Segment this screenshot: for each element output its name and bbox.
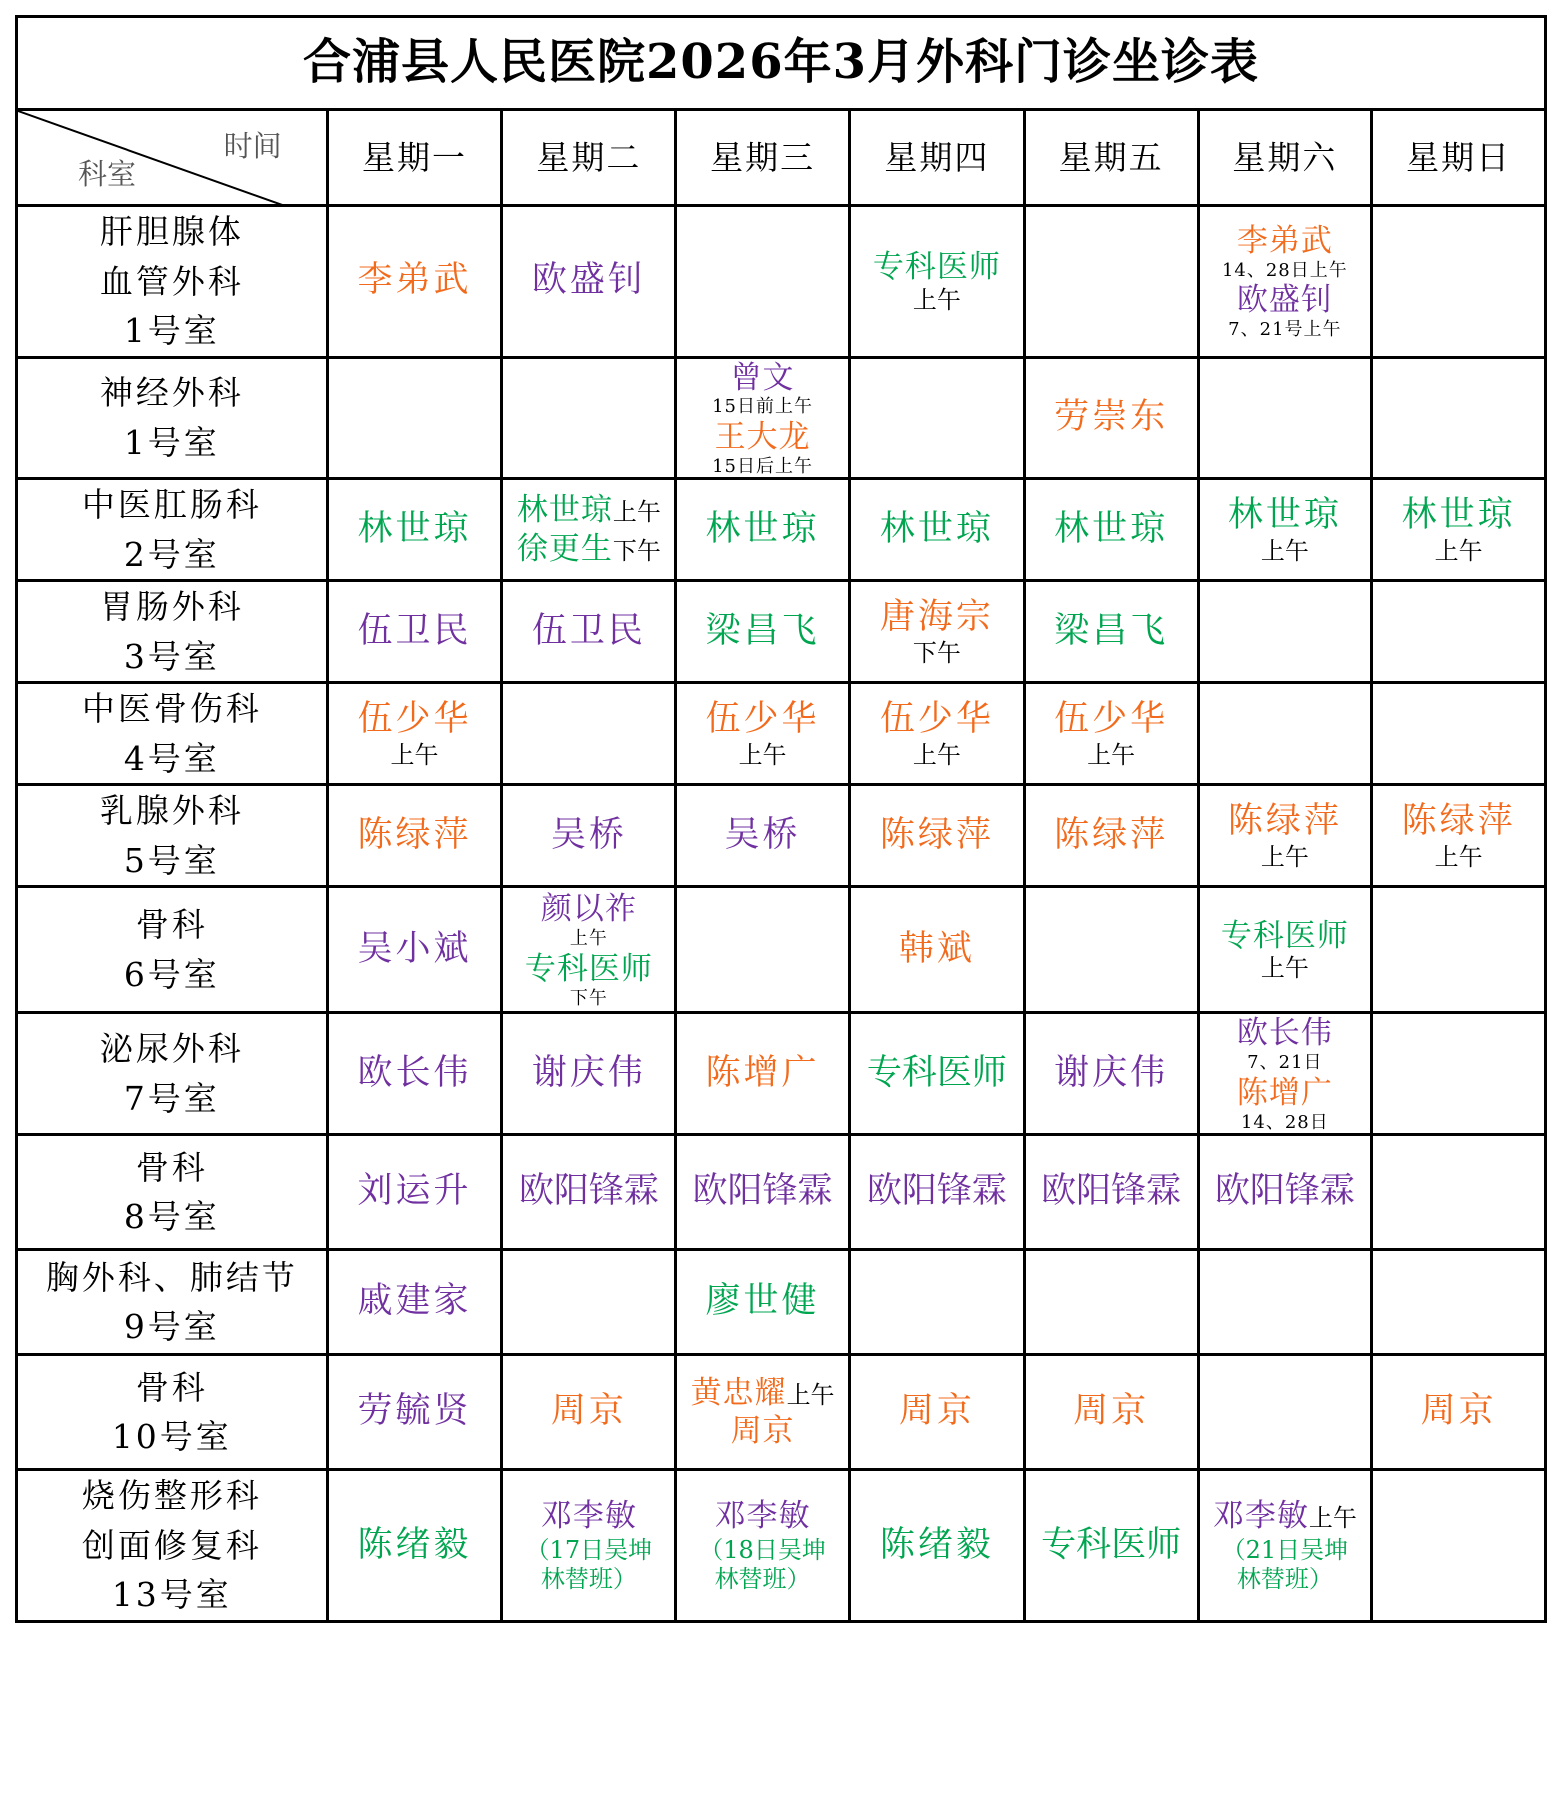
- dept-name: 中医骨伤科: [81, 689, 262, 729]
- dept-name: 胃肠外科: [99, 587, 244, 627]
- day-header-fri: 星期五: [1024, 110, 1198, 206]
- doctor-name: 陈绿萍: [879, 815, 994, 855]
- dept-name: 肝胆腺体: [99, 212, 244, 251]
- room-number: 3号室: [123, 636, 220, 676]
- schedule-cell: [849, 357, 1024, 479]
- doctor-name: 谢庆伟: [531, 1052, 646, 1093]
- doctor-name: 陈绿萍: [1227, 801, 1342, 842]
- time-note: 上午: [569, 928, 608, 950]
- time-note: 上午: [1308, 1504, 1357, 1533]
- dept-cell: [17, 785, 328, 887]
- doctor-name: 吴桥: [550, 815, 627, 855]
- corner-dept-label: 科室: [78, 157, 137, 192]
- doctor-name: 欧盛钊: [531, 260, 646, 301]
- doctor-name: 专科医师: [866, 1052, 1007, 1093]
- schedule-cell: [1198, 206, 1372, 358]
- doctor-name: 林世琼: [1054, 509, 1169, 549]
- doctor-name: 颜以祚: [540, 891, 637, 928]
- time-note: 15日前上午: [712, 396, 814, 418]
- schedule-cell: [502, 785, 676, 887]
- room-number: 1号室: [123, 311, 220, 350]
- dept-name: 泌尿外科: [99, 1029, 244, 1069]
- schedule-cell: [327, 581, 502, 683]
- schedule-cell: [676, 479, 850, 581]
- schedule-cell: [676, 1250, 850, 1355]
- schedule-cell: [327, 206, 502, 358]
- time-note: 下午: [912, 638, 961, 667]
- doctor-name: 周京: [1073, 1391, 1150, 1432]
- doctor-name: 林世琼: [516, 492, 613, 529]
- schedule-cell: [849, 1470, 1024, 1622]
- schedule-cell: [849, 1355, 1024, 1470]
- table-row: [17, 785, 1546, 887]
- doctor-name: 梁昌飞: [1054, 611, 1169, 651]
- time-note: 上午: [1260, 536, 1309, 565]
- schedule-cell: [676, 1135, 850, 1250]
- time-note: 上午: [612, 498, 661, 527]
- doctor-name: 徐更生: [516, 530, 613, 567]
- doctor-name: 欧阳锋霖: [866, 1171, 1007, 1212]
- doctor-name: 专科医师: [524, 950, 653, 987]
- table-row: [17, 1135, 1546, 1250]
- dept-cell: [17, 357, 328, 479]
- schedule-cell: [849, 1250, 1024, 1355]
- schedule-cell: [849, 683, 1024, 785]
- table-row: [17, 1470, 1546, 1622]
- doctor-name: 周京: [730, 1413, 795, 1450]
- doctor-name: 陈绿萍: [1401, 801, 1516, 842]
- dept-name: 神经外科: [99, 373, 244, 413]
- doctor-name: 林世琼: [357, 509, 472, 549]
- dept-cell: [17, 479, 328, 581]
- schedule-cell: [327, 1250, 502, 1355]
- schedule-cell: [1198, 1470, 1372, 1622]
- schedule-cell: [1198, 887, 1372, 1013]
- room-number: 1号室: [123, 422, 220, 462]
- doctor-name: 伍少华: [705, 699, 820, 740]
- schedule-cell: [849, 206, 1024, 358]
- schedule-cell: [327, 1355, 502, 1470]
- dept-cell: [17, 1013, 328, 1135]
- room-number: 13号室: [111, 1575, 232, 1615]
- schedule-cell: [1024, 357, 1198, 479]
- day-header-tue: 星期二: [502, 110, 676, 206]
- doctor-name: 周京: [898, 1391, 975, 1432]
- table-row: [17, 1250, 1546, 1355]
- doctor-name: 周京: [1420, 1391, 1497, 1432]
- day-header-mon: 星期一: [327, 110, 502, 206]
- schedule-cell: [1024, 1135, 1198, 1250]
- time-note: 上午: [390, 740, 439, 769]
- schedule-cell: [1372, 206, 1546, 358]
- schedule-cell: [1372, 357, 1546, 479]
- schedule-cell: [1372, 1355, 1546, 1470]
- doctor-name: 欧阳锋霖: [1041, 1171, 1182, 1212]
- doctor-name: 刘运升: [357, 1171, 472, 1212]
- doctor-name: 邓李敏: [540, 1498, 637, 1535]
- doctor-name: 曾文: [730, 359, 795, 396]
- table-row: [17, 887, 1546, 1013]
- dept-name: 创面修复科: [81, 1525, 262, 1565]
- doctor-name: 陈绪毅: [357, 1524, 472, 1565]
- schedule-cell: [502, 683, 676, 785]
- substitute-note: （21日吴坤林替班）: [1221, 1536, 1349, 1593]
- schedule-cell: [502, 479, 676, 581]
- doctor-name: 伍少华: [1054, 699, 1169, 740]
- time-note: 下午: [612, 536, 661, 565]
- doctor-name: 伍少华: [357, 699, 472, 740]
- schedule-cell: [1198, 683, 1372, 785]
- doctor-name: 李弟武: [1236, 222, 1333, 259]
- time-note: 上午: [786, 1380, 835, 1409]
- day-header-thu: 星期四: [849, 110, 1024, 206]
- schedule-cell: [502, 1013, 676, 1135]
- schedule-cell: [676, 357, 850, 479]
- substitute-note: （17日吴坤林替班）: [525, 1536, 653, 1593]
- day-header-wed: 星期三: [676, 110, 850, 206]
- schedule-cell: [327, 887, 502, 1013]
- doctor-name: 林世琼: [1227, 495, 1342, 536]
- doctor-name: 林世琼: [1401, 495, 1516, 536]
- doctor-name: 欧盛钊: [1236, 282, 1333, 319]
- day-header-sat: 星期六: [1198, 110, 1372, 206]
- dept-cell: [17, 1355, 328, 1470]
- room-number: 6号室: [123, 954, 220, 994]
- schedule-cell: [327, 785, 502, 887]
- doctor-name: 专科医师: [1220, 917, 1349, 954]
- doctor-name: 李弟武: [357, 260, 472, 301]
- time-note: 14、28日: [1240, 1111, 1329, 1133]
- time-note: 上午: [738, 740, 787, 769]
- doctor-name: 欧阳锋霖: [1214, 1171, 1355, 1212]
- corner-header: [17, 110, 328, 206]
- schedule-cell: [676, 206, 850, 358]
- time-note: 上午: [1260, 842, 1309, 871]
- doctor-name: 唐海宗: [879, 597, 994, 638]
- schedule-cell: [502, 1470, 676, 1622]
- schedule-cell: [327, 479, 502, 581]
- doctor-name: 陈增广: [1236, 1074, 1333, 1111]
- time-note: 上午: [1087, 740, 1136, 769]
- time-note: 15日后上午: [712, 455, 814, 477]
- schedule-cell: [1198, 581, 1372, 683]
- schedule-cell: [502, 581, 676, 683]
- schedule-cell: [1024, 887, 1198, 1013]
- dept-name: 骨科: [135, 905, 208, 945]
- room-number: 2号室: [123, 534, 220, 574]
- table-row: [17, 1013, 1546, 1135]
- schedule-cell: [1024, 683, 1198, 785]
- doctor-name: 陈增广: [705, 1052, 820, 1093]
- doctor-name: 林世琼: [705, 509, 820, 549]
- table-row: [17, 206, 1546, 358]
- schedule-cell: [1024, 479, 1198, 581]
- dept-name: 骨科: [135, 1367, 208, 1407]
- schedule-cell: [1198, 1250, 1372, 1355]
- dept-name: 烧伤整形科: [81, 1476, 262, 1516]
- dept-cell: [17, 1135, 328, 1250]
- doctor-name: 陈绿萍: [357, 815, 472, 855]
- schedule-cell: [1198, 1013, 1372, 1135]
- schedule-cell: [676, 1013, 850, 1135]
- doctor-name: 戚建家: [357, 1281, 472, 1322]
- schedule-cell: [1198, 357, 1372, 479]
- time-note: 14、28日上午: [1221, 259, 1348, 281]
- schedule-cell: [327, 1135, 502, 1250]
- page-title: 合浦县人民医院2026年3月外科门诊坐诊表: [17, 17, 1546, 110]
- schedule-cell: [676, 785, 850, 887]
- schedule-cell: [1198, 479, 1372, 581]
- schedule-cell: [327, 1470, 502, 1622]
- doctor-name: 王大龙: [714, 418, 811, 455]
- schedule-cell: [1024, 1470, 1198, 1622]
- time-note: 下午: [569, 987, 608, 1009]
- schedule-cell: [327, 357, 502, 479]
- doctor-name: 伍少华: [879, 699, 994, 740]
- schedule-cell: [327, 683, 502, 785]
- schedule-cell: [1372, 683, 1546, 785]
- schedule-cell: [1372, 479, 1546, 581]
- schedule-cell: [1024, 206, 1198, 358]
- schedule-cell: [1024, 1250, 1198, 1355]
- doctor-name: 欧长伟: [1236, 1015, 1333, 1052]
- schedule-cell: [1198, 1135, 1372, 1250]
- substitute-note: （18日吴坤林替班）: [699, 1536, 826, 1593]
- dept-cell: [17, 1470, 328, 1622]
- doctor-name: 专科医师: [1041, 1524, 1182, 1565]
- doctor-name: 廖世健: [705, 1281, 820, 1322]
- schedule-cell: [327, 1013, 502, 1135]
- doctor-name: 梁昌飞: [705, 611, 820, 651]
- schedule-cell: [1372, 785, 1546, 887]
- doctor-name: 林世琼: [879, 509, 994, 549]
- dept-name: 血管外科: [99, 261, 244, 301]
- room-number: 8号室: [123, 1197, 220, 1237]
- room-number: 7号室: [123, 1078, 220, 1118]
- dept-cell: [17, 683, 328, 785]
- time-note: 上午: [1434, 536, 1483, 565]
- table-row: [17, 581, 1546, 683]
- doctor-name: 陈绪毅: [879, 1524, 994, 1565]
- schedule-cell: [502, 1355, 676, 1470]
- schedule-cell: [1372, 581, 1546, 683]
- schedule-cell: [676, 581, 850, 683]
- doctor-name: 欧长伟: [357, 1052, 472, 1093]
- day-header-sun: 星期日: [1372, 110, 1546, 206]
- doctor-name: 劳崇东: [1054, 397, 1169, 438]
- room-number: 5号室: [123, 840, 220, 880]
- dept-cell: [17, 887, 328, 1013]
- room-number: 4号室: [123, 738, 220, 778]
- table-row: [17, 357, 1546, 479]
- dept-name: 乳腺外科: [99, 791, 244, 831]
- schedule-cell: [1372, 1250, 1546, 1355]
- doctor-name: 周京: [550, 1391, 627, 1432]
- schedule-cell: [502, 1250, 676, 1355]
- doctor-name: 韩斌: [898, 929, 975, 969]
- schedule-cell: [676, 1355, 850, 1470]
- room-number: 10号室: [111, 1417, 232, 1457]
- doctor-name: 伍卫民: [357, 611, 472, 651]
- table-row: [17, 479, 1546, 581]
- schedule-cell: [1024, 581, 1198, 683]
- schedule-cell: [849, 785, 1024, 887]
- schedule-cell: [849, 479, 1024, 581]
- schedule-cell: [1372, 1135, 1546, 1250]
- time-note: 7、21号上午: [1228, 319, 1342, 340]
- time-note: 上午: [912, 740, 961, 769]
- schedule-table: [15, 15, 1547, 1623]
- dept-cell: [17, 581, 328, 683]
- doctor-name: 吴桥: [724, 815, 801, 855]
- doctor-name: 邓李敏: [714, 1498, 811, 1535]
- doctor-name: 黄忠耀: [690, 1374, 787, 1411]
- doctor-name: 陈绿萍: [1054, 815, 1169, 855]
- schedule-cell: [1024, 1355, 1198, 1470]
- schedule-cell: [502, 1135, 676, 1250]
- schedule-cell: [849, 581, 1024, 683]
- schedule-cell: [676, 683, 850, 785]
- table-row: [17, 1355, 1546, 1470]
- schedule-cell: [1372, 887, 1546, 1013]
- time-note: 上午: [1434, 842, 1483, 871]
- schedule-cell: [1372, 1470, 1546, 1622]
- schedule-cell: [1372, 1013, 1546, 1135]
- corner-time-label: 时间: [223, 129, 282, 163]
- schedule-cell: [1198, 1355, 1372, 1470]
- room-number: 9号室: [123, 1307, 220, 1347]
- dept-cell: [17, 206, 328, 358]
- schedule-cell: [502, 357, 676, 479]
- schedule-cell: [849, 887, 1024, 1013]
- schedule-cell: [676, 887, 850, 1013]
- schedule-cell: [502, 887, 676, 1013]
- table-row: [17, 683, 1546, 785]
- schedule-cell: [1024, 785, 1198, 887]
- dept-name: 胸外科、肺结节: [45, 1257, 298, 1297]
- time-note: 上午: [1260, 954, 1309, 983]
- schedule-cell: [1198, 785, 1372, 887]
- time-note: 7、21日: [1247, 1052, 1323, 1074]
- schedule-cell: [676, 1470, 850, 1622]
- doctor-name: 谢庆伟: [1054, 1052, 1169, 1093]
- doctor-name: 吴小斌: [357, 929, 472, 969]
- dept-cell: [17, 1250, 328, 1355]
- time-note: 上午: [912, 285, 961, 314]
- doctor-name: 专科医师: [872, 249, 1001, 286]
- doctor-name: 欧阳锋霖: [692, 1171, 833, 1212]
- schedule-sheet: [15, 15, 1547, 1623]
- schedule-cell: [849, 1135, 1024, 1250]
- doctor-name: 劳毓贤: [357, 1391, 472, 1432]
- doctor-name: 伍卫民: [531, 611, 646, 651]
- schedule-cell: [849, 1013, 1024, 1135]
- doctor-name: 欧阳锋霖: [518, 1171, 659, 1212]
- dept-name: 中医肛肠科: [81, 485, 262, 525]
- dept-name: 骨科: [135, 1147, 208, 1187]
- schedule-cell: [1024, 1013, 1198, 1135]
- schedule-cell: [502, 206, 676, 358]
- doctor-name: 邓李敏: [1212, 1498, 1309, 1535]
